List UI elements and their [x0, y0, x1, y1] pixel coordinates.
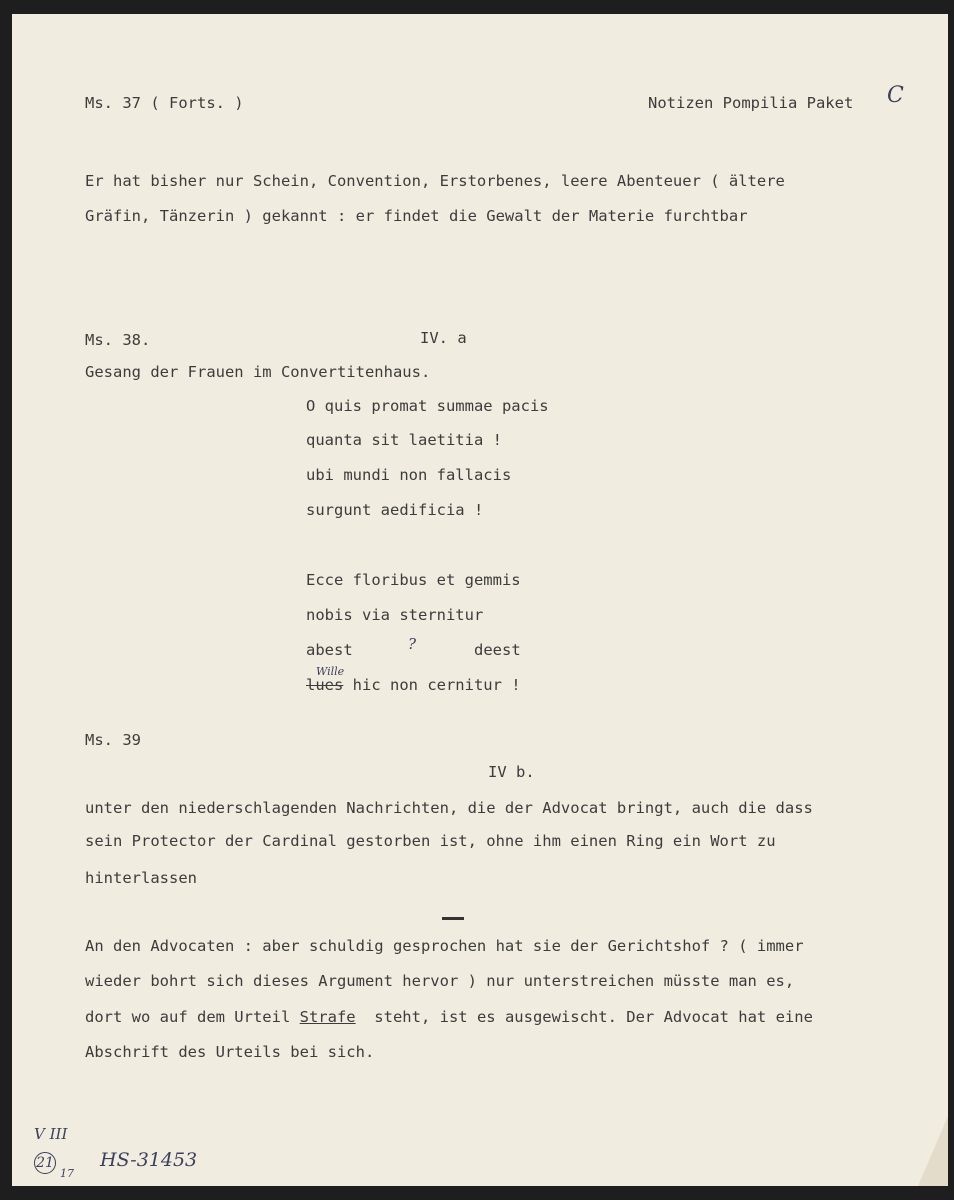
paragraph-line: wieder bohrt sich dieses Argument hervor ) nur unterstreichen müsste man es, — [85, 972, 795, 990]
verse-line: O quis promat summae pacis — [306, 397, 549, 415]
header-right: Notizen Pompilia Paket — [648, 94, 854, 112]
page-corner-fold — [918, 1116, 948, 1186]
verse-line: deest — [474, 641, 521, 659]
verse-line: quanta sit laetitia ! — [306, 431, 502, 449]
handwritten-correction: Wille — [316, 665, 345, 678]
ms37-line: Er hat bisher nur Schein, Convention, Erstorbenes, leere Abenteuer ( ältere — [85, 172, 785, 190]
header-left: Ms. 37 ( Forts. ) — [85, 94, 244, 112]
verse-text: hic non cernitur ! — [343, 676, 521, 694]
underlined-word: Strafe — [299, 1008, 356, 1026]
paragraph-text: dort wo auf dem Urteil — [85, 1008, 300, 1026]
verse-line: nobis via sternitur — [306, 606, 484, 624]
verse-line: Ecce floribus et gemmis — [306, 571, 521, 589]
ms37-line: Gräfin, Tänzerin ) gekannt : er findet die Gewalt der Materie furchtbar — [85, 207, 748, 225]
paragraph-line: An den Advocaten : aber schuldig gesprochen hat sie der Gerichtshof ? ( immer — [85, 937, 804, 955]
document-page — [12, 14, 948, 1186]
handwritten-question-mark: ? — [408, 635, 417, 653]
ms39-line: unter den niederschlagenden Nachrichten, die der Advocat bringt, auch die dass — [85, 799, 813, 817]
ms38-intro: Gesang der Frauen im Convertitenhaus. — [85, 363, 431, 381]
ms38-label: Ms. 38. — [85, 331, 151, 349]
paragraph-line — [85, 1007, 813, 1027]
verse-line: ubi mundi non fallacis — [306, 466, 512, 484]
verse-line: abest — [306, 641, 353, 659]
paragraph-line: Abschrift des Urteils bei sich. — [85, 1043, 375, 1061]
ms39-label: Ms. 39 — [85, 731, 141, 749]
ms38-section: IV. a — [420, 329, 467, 347]
separator-dash — [442, 917, 464, 920]
archive-number: 21 — [34, 1152, 56, 1174]
ms39-line: hinterlassen — [85, 869, 197, 887]
archive-subnumber: 17 — [60, 1167, 74, 1180]
ms39-section: IV b. — [488, 763, 535, 781]
paragraph-text: steht, ist es ausgewischt. Der Advocat hat eine — [355, 1008, 813, 1026]
struck-word: lues — [306, 676, 344, 694]
archive-signature: HS-31453 — [100, 1149, 198, 1171]
ms39-line: sein Protector der Cardinal gestorben ist, ohne ihm einen Ring ein Wort zu — [85, 832, 776, 850]
archive-volume: V III — [34, 1125, 68, 1143]
handwritten-mark: C — [887, 83, 904, 108]
verse-line: surgunt aedificia ! — [306, 501, 484, 519]
